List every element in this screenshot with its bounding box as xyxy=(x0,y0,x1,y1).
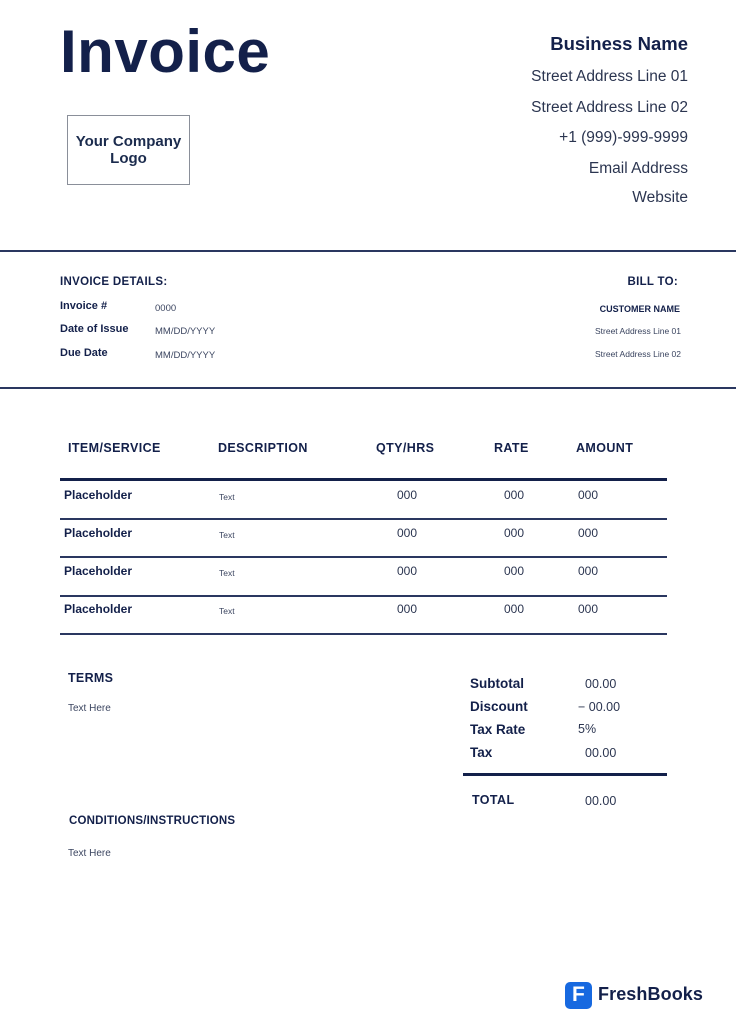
row-divider xyxy=(60,595,667,597)
row-3-qty: 000 xyxy=(397,564,418,578)
freshbooks-logo-icon xyxy=(565,982,592,1009)
column-header-amount: AMOUNT xyxy=(576,441,634,455)
row-divider xyxy=(60,518,667,520)
tax-value: 00.00 xyxy=(585,746,617,760)
discount-label: Discount xyxy=(470,699,528,714)
row-2-item: Placeholder xyxy=(64,526,133,540)
row-2-rate: 000 xyxy=(504,526,525,540)
invoice-details-heading: INVOICE DETAILS: xyxy=(60,276,168,288)
row-3-item: Placeholder xyxy=(64,564,133,578)
customer-name: CUSTOMER NAME xyxy=(599,304,680,314)
row-3-rate: 000 xyxy=(504,564,525,578)
business-website: Website xyxy=(632,189,688,206)
company-logo-placeholder xyxy=(67,115,190,185)
row-4-amount: 000 xyxy=(578,602,599,616)
row-3-amount: 000 xyxy=(578,564,599,578)
row-4-qty: 000 xyxy=(397,602,418,616)
tax-rate-label: Tax Rate xyxy=(470,722,526,737)
total-value: 00.00 xyxy=(585,794,617,808)
business-email: Email Address xyxy=(588,160,688,177)
row-1-qty: 000 xyxy=(397,488,418,502)
logo-text: Your Company Logo xyxy=(75,133,182,167)
invoice-title: Invoice xyxy=(60,18,271,85)
invoice-number-value: 0000 xyxy=(155,303,177,314)
total-label: TOTAL xyxy=(472,793,515,807)
row-divider xyxy=(60,556,667,558)
subtotal-value: 00.00 xyxy=(585,677,617,691)
subtotal-label: Subtotal xyxy=(470,676,524,691)
header-divider xyxy=(0,250,736,252)
column-header-item: ITEM/SERVICE xyxy=(68,441,161,455)
due-date-label: Due Date xyxy=(60,347,108,359)
table-header-rule xyxy=(60,478,667,481)
business-name: Business Name xyxy=(550,33,688,54)
business-phone: +1 (999)-999-9999 xyxy=(559,129,688,146)
row-2-amount: 000 xyxy=(578,526,599,540)
date-of-issue-label: Date of Issue xyxy=(60,323,129,335)
row-2-qty: 000 xyxy=(397,526,418,540)
tax-label: Tax xyxy=(470,745,493,760)
conditions-text: Text Here xyxy=(68,848,111,859)
tax-rate-value: 5% xyxy=(578,722,597,736)
row-1-description: Text xyxy=(219,492,235,502)
row-divider xyxy=(60,633,667,635)
row-2-description: Text xyxy=(219,530,235,540)
freshbooks-icon-letter: F xyxy=(572,983,585,1006)
conditions-heading: CONDITIONS/INSTRUCTIONS xyxy=(69,815,236,827)
total-rule xyxy=(463,773,667,776)
discount-value: − 00.00 xyxy=(578,700,621,714)
due-date-value: MM/DD/YYYY xyxy=(155,350,216,361)
customer-address-line-1: Street Address Line 01 xyxy=(594,326,681,336)
business-address-line-2: Street Address Line 02 xyxy=(531,99,688,116)
row-4-description: Text xyxy=(219,606,235,616)
row-1-item: Placeholder xyxy=(64,488,133,502)
bill-to-heading: BILL TO: xyxy=(627,276,678,288)
row-1-amount: 000 xyxy=(578,488,599,502)
column-header-rate: RATE xyxy=(494,441,529,455)
terms-heading: TERMS xyxy=(68,671,114,685)
customer-address-line-2: Street Address Line 02 xyxy=(594,349,681,359)
business-address-line-1: Street Address Line 01 xyxy=(531,68,688,85)
column-header-qty: QTY/HRS xyxy=(376,441,435,455)
row-1-rate: 000 xyxy=(504,488,525,502)
row-3-description: Text xyxy=(219,568,235,578)
row-4-item: Placeholder xyxy=(64,602,133,616)
column-header-description: DESCRIPTION xyxy=(218,441,308,455)
details-divider xyxy=(0,387,736,389)
row-4-rate: 000 xyxy=(504,602,525,616)
terms-text: Text Here xyxy=(68,703,111,714)
date-of-issue-value: MM/DD/YYYY xyxy=(155,326,216,337)
invoice-number-label: Invoice # xyxy=(60,300,108,312)
freshbooks-wordmark: FreshBooks xyxy=(598,984,704,1004)
